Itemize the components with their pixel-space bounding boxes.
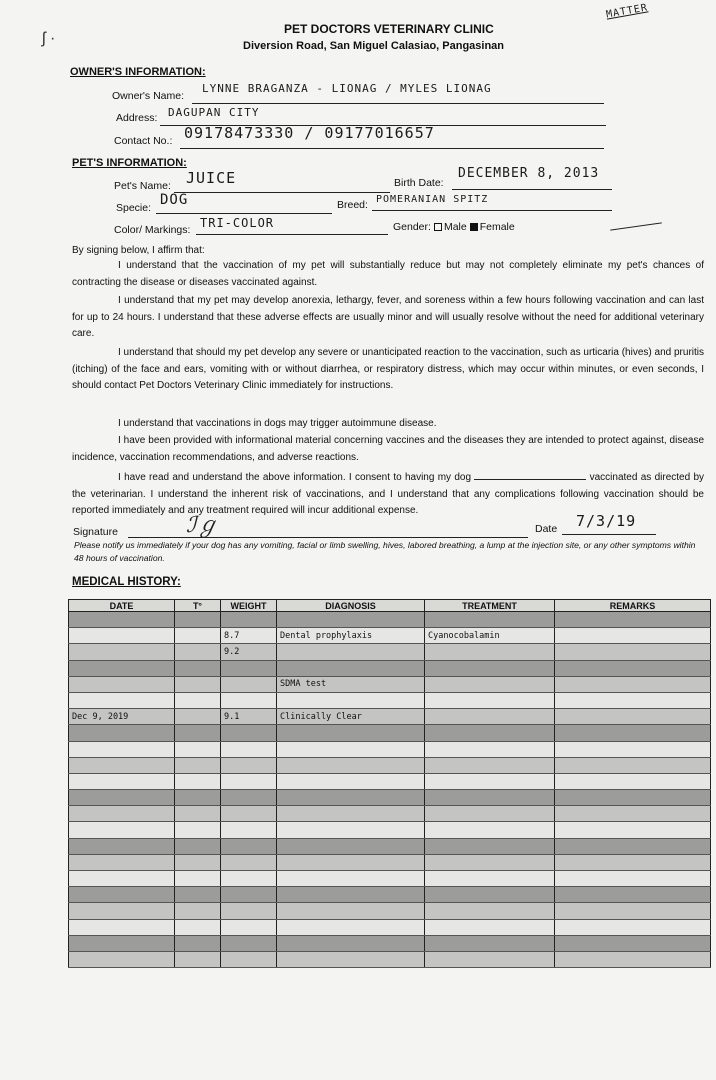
cell-remarks[interactable] — [555, 822, 711, 838]
cell-date[interactable] — [69, 935, 175, 951]
gender-line — [610, 222, 662, 230]
cell-date[interactable] — [69, 871, 175, 887]
cell-temp[interactable] — [175, 612, 221, 628]
cell-remarks[interactable] — [555, 903, 711, 919]
male-checkbox[interactable] — [434, 223, 442, 231]
table-row — [69, 887, 711, 903]
table-row — [69, 773, 711, 789]
cell-diagnosis[interactable]: Clinically Clear — [277, 709, 425, 725]
breed-value[interactable]: POMERANIAN SPITZ — [376, 194, 489, 205]
cell-temp[interactable] — [175, 628, 221, 644]
cell-weight[interactable] — [221, 676, 277, 692]
cell-treatment[interactable] — [425, 790, 555, 806]
cell-remarks[interactable] — [555, 887, 711, 903]
signature-label: Signature — [73, 526, 118, 538]
cell-date[interactable] — [69, 790, 175, 806]
clinic-address: Diversion Road, San Miguel Calasiao, Pangasinan — [243, 40, 505, 52]
female-label: Female — [479, 221, 515, 233]
cell-diagnosis[interactable] — [277, 773, 425, 789]
cell-diagnosis[interactable] — [277, 903, 425, 919]
cell-temp[interactable] — [175, 757, 221, 773]
cell-remarks[interactable] — [555, 935, 711, 951]
corner-note: MATTER — [605, 2, 649, 21]
cell-date[interactable] — [69, 951, 175, 967]
cell-temp[interactable] — [175, 660, 221, 676]
cell-remarks[interactable] — [555, 871, 711, 887]
cell-treatment[interactable] — [425, 822, 555, 838]
contact-line — [180, 148, 604, 149]
cell-treatment[interactable] — [425, 757, 555, 773]
owner-section-title: OWNER'S INFORMATION: — [70, 66, 206, 78]
cell-date[interactable] — [69, 676, 175, 692]
cell-diagnosis[interactable] — [277, 612, 425, 628]
cell-date[interactable] — [69, 612, 175, 628]
table-row — [69, 676, 711, 692]
cell-date[interactable]: Dec 9, 2019 — [69, 709, 175, 725]
cell-weight[interactable] — [221, 935, 277, 951]
cell-treatment[interactable] — [425, 903, 555, 919]
table-row — [69, 951, 711, 967]
table-header-row — [69, 600, 711, 612]
table-row — [69, 709, 711, 725]
cell-temp[interactable] — [175, 773, 221, 789]
cell-temp[interactable] — [175, 741, 221, 757]
table-row — [69, 757, 711, 773]
column-header-treatment: TREATMENT — [425, 600, 555, 612]
cell-date[interactable] — [69, 806, 175, 822]
table-row — [69, 806, 711, 822]
cell-weight[interactable]: 8.7 — [221, 628, 277, 644]
table-row — [69, 692, 711, 708]
cell-treatment[interactable] — [425, 951, 555, 967]
cell-treatment[interactable] — [425, 838, 555, 854]
cell-weight[interactable] — [221, 725, 277, 741]
cell-diagnosis[interactable] — [277, 871, 425, 887]
cell-date[interactable] — [69, 822, 175, 838]
medical-section-title: MEDICAL HISTORY: — [72, 576, 181, 588]
pet-name-line — [174, 192, 390, 193]
column-header-weight: WEIGHT — [221, 600, 277, 612]
cell-weight[interactable] — [221, 903, 277, 919]
cell-treatment[interactable] — [425, 692, 555, 708]
cell-weight[interactable] — [221, 741, 277, 757]
cell-weight[interactable] — [221, 692, 277, 708]
cell-date[interactable] — [69, 644, 175, 660]
cell-weight[interactable] — [221, 790, 277, 806]
cell-temp[interactable] — [175, 725, 221, 741]
cell-weight[interactable] — [221, 612, 277, 628]
color-value[interactable]: TRI-COLOR — [200, 216, 275, 230]
consent-paragraph-5: I have been provided with informational material concerning vaccines and the diseases they are intended to protect against, disease incidence, vaccination recommendations, and adverse reactions. — [72, 435, 704, 463]
cell-temp[interactable] — [175, 692, 221, 708]
cell-date[interactable] — [69, 773, 175, 789]
cell-temp[interactable] — [175, 903, 221, 919]
address-label: Address: — [116, 112, 158, 124]
cell-treatment[interactable] — [425, 935, 555, 951]
breed-label: Breed: — [337, 199, 368, 211]
cell-treatment[interactable] — [425, 806, 555, 822]
owner-name-line — [192, 103, 604, 104]
cell-date[interactable] — [69, 660, 175, 676]
table-row — [69, 612, 711, 628]
cell-remarks[interactable] — [555, 741, 711, 757]
cell-date[interactable] — [69, 628, 175, 644]
cell-treatment[interactable] — [425, 871, 555, 887]
cell-remarks[interactable] — [555, 660, 711, 676]
cell-weight[interactable]: 9.1 — [221, 709, 277, 725]
cell-diagnosis[interactable] — [277, 951, 425, 967]
cell-date[interactable] — [69, 887, 175, 903]
specie-label: Specie: — [116, 202, 152, 214]
vaccination-notice: Please notify us immediately if your dog has any vomiting, facial or limb swelling, hives, labored breathing, a lump at the injection site, or any other symptoms within 48 hours of vaccination. — [74, 540, 696, 563]
contact-value[interactable]: 09178473330 / 09177016657 — [184, 124, 435, 142]
cell-remarks[interactable] — [555, 919, 711, 935]
table-row — [69, 935, 711, 951]
cell-treatment[interactable] — [425, 709, 555, 725]
gender-field[interactable] — [393, 221, 515, 233]
cell-weight[interactable] — [221, 919, 277, 935]
cell-diagnosis[interactable] — [277, 790, 425, 806]
cell-date[interactable] — [69, 919, 175, 935]
cell-treatment[interactable] — [425, 676, 555, 692]
cell-weight[interactable] — [221, 773, 277, 789]
cell-treatment[interactable] — [425, 644, 555, 660]
cell-diagnosis[interactable] — [277, 741, 425, 757]
date-label: Date — [535, 523, 558, 535]
consent-paragraph-4: I understand that vaccinations in dogs may trigger autoimmune disease. — [118, 418, 437, 429]
cell-weight[interactable] — [221, 822, 277, 838]
table-row — [69, 790, 711, 806]
table-row — [69, 741, 711, 757]
owner-name-label: Owner's Name: — [112, 90, 185, 102]
consent-intro: By signing below, I affirm that: — [72, 245, 205, 256]
specie-value[interactable]: DOG — [160, 192, 189, 208]
cell-temp[interactable] — [175, 935, 221, 951]
breed-line — [372, 210, 612, 211]
cell-temp[interactable] — [175, 838, 221, 854]
cell-weight[interactable] — [221, 660, 277, 676]
cell-date[interactable] — [69, 725, 175, 741]
cell-temp[interactable] — [175, 822, 221, 838]
male-label: Male — [443, 221, 467, 233]
owner-name-value[interactable]: LYNNE BRAGANZA - LIONAG / MYLES LIONAG — [202, 82, 492, 95]
cell-diagnosis[interactable] — [277, 822, 425, 838]
cell-diagnosis[interactable] — [277, 644, 425, 660]
date-value[interactable]: 7/3/19 — [576, 512, 637, 530]
cell-date[interactable] — [69, 903, 175, 919]
cell-diagnosis[interactable] — [277, 725, 425, 741]
cell-weight[interactable] — [221, 871, 277, 887]
cell-temp[interactable] — [175, 676, 221, 692]
cell-treatment[interactable] — [425, 854, 555, 870]
table-row — [69, 903, 711, 919]
pet-name-value[interactable]: JUICE — [186, 169, 237, 187]
cell-weight[interactable]: 9.2 — [221, 644, 277, 660]
column-header-diagnosis: DIAGNOSIS — [277, 600, 425, 612]
table-row — [69, 725, 711, 741]
cell-remarks[interactable] — [555, 725, 711, 741]
female-checkbox[interactable] — [470, 223, 478, 231]
column-header-temp: T° — [175, 600, 221, 612]
contact-label: Contact No.: — [114, 135, 173, 147]
signature-mark[interactable]: ℐℊ — [186, 513, 219, 538]
cell-remarks[interactable] — [555, 806, 711, 822]
color-label: Color/ Markings: — [114, 224, 191, 236]
table-row — [69, 644, 711, 660]
cell-diagnosis[interactable] — [277, 692, 425, 708]
cell-remarks[interactable] — [555, 838, 711, 854]
cell-remarks[interactable] — [555, 692, 711, 708]
consent-paragraph-2: I understand that my pet may develop anorexia, lethargy, fever, and soreness within a few hours following vaccination and can last for up to 24 hours. I understand that these adverse effects are usually minor and will usually resolve without the need for additional veterinary care. — [72, 295, 704, 339]
cell-remarks[interactable] — [555, 644, 711, 660]
cell-date[interactable] — [69, 854, 175, 870]
cell-temp[interactable] — [175, 790, 221, 806]
cell-remarks[interactable] — [555, 951, 711, 967]
cell-treatment[interactable] — [425, 725, 555, 741]
cell-diagnosis[interactable]: SDMA test — [277, 676, 425, 692]
table-row — [69, 822, 711, 838]
cell-diagnosis[interactable] — [277, 838, 425, 854]
cell-diagnosis[interactable]: Dental prophylaxis — [277, 628, 425, 644]
cell-treatment[interactable] — [425, 887, 555, 903]
consent-paragraph-6b: vaccinated as directed by the veterinarian. I understand the inherent risk of vaccinations, and I understand that any complications following vaccination should be reported immediately and any treatment required will incur additional expense. — [72, 472, 705, 516]
table-row — [69, 854, 711, 870]
cell-temp[interactable] — [175, 951, 221, 967]
cell-remarks[interactable] — [555, 709, 711, 725]
cell-remarks[interactable] — [555, 676, 711, 692]
cell-diagnosis[interactable] — [277, 887, 425, 903]
birth-date-label: Birth Date: — [394, 177, 444, 189]
cell-temp[interactable] — [175, 871, 221, 887]
cell-remarks[interactable] — [555, 612, 711, 628]
table-row — [69, 660, 711, 676]
birth-date-line — [452, 189, 612, 190]
medical-history-table — [68, 599, 711, 968]
cell-treatment[interactable] — [425, 612, 555, 628]
column-header-date: DATE — [69, 600, 175, 612]
cell-weight[interactable] — [221, 951, 277, 967]
table-row — [69, 871, 711, 887]
consent-paragraph-3: I understand that should my pet develop any severe or unanticipated reaction to the vaccination, such as urticaria (hives) and pruritis (itching) of the face and ears, vomiting with or without diarrhea, or respiratory distress, which may occur within minutes, or even seconds, I should contact Pet Doctors Veterinary Clinic immediately for instructions. — [72, 347, 704, 391]
corner-mark: ʃ · — [42, 30, 56, 47]
column-header-remarks: REMARKS — [555, 600, 711, 612]
clinic-name: PET DOCTORS VETERINARY CLINIC — [284, 22, 494, 36]
cell-remarks[interactable] — [555, 773, 711, 789]
table-row — [69, 919, 711, 935]
consent-paragraph-6a: I have read and understand the above information. I consent to having my dog — [118, 472, 472, 483]
cell-remarks[interactable] — [555, 790, 711, 806]
cell-remarks[interactable] — [555, 854, 711, 870]
cell-weight[interactable] — [221, 806, 277, 822]
cell-temp[interactable] — [175, 644, 221, 660]
pet-name-label: Pet's Name: — [114, 180, 171, 192]
table-row — [69, 838, 711, 854]
cell-temp[interactable] — [175, 806, 221, 822]
pet-section-title: PET'S INFORMATION: — [72, 157, 187, 169]
gender-label: Gender: — [393, 221, 431, 233]
cell-diagnosis[interactable] — [277, 919, 425, 935]
cell-remarks[interactable] — [555, 628, 711, 644]
cell-temp[interactable] — [175, 854, 221, 870]
date-line — [562, 534, 656, 535]
cell-date[interactable] — [69, 692, 175, 708]
cell-remarks[interactable] — [555, 757, 711, 773]
cell-date[interactable] — [69, 741, 175, 757]
color-line — [196, 234, 388, 235]
specie-line — [156, 213, 332, 214]
table-row — [69, 628, 711, 644]
cell-treatment[interactable] — [425, 773, 555, 789]
cell-date[interactable] — [69, 838, 175, 854]
birth-date-value[interactable]: DECEMBER 8, 2013 — [458, 166, 600, 181]
cell-diagnosis[interactable] — [277, 935, 425, 951]
cell-treatment[interactable]: Cyanocobalamin — [425, 628, 555, 644]
cell-weight[interactable] — [221, 757, 277, 773]
cell-treatment[interactable] — [425, 919, 555, 935]
cell-temp[interactable] — [175, 709, 221, 725]
dog-name-blank[interactable] — [474, 469, 586, 480]
cell-weight[interactable] — [221, 838, 277, 854]
cell-diagnosis[interactable] — [277, 757, 425, 773]
cell-temp[interactable] — [175, 919, 221, 935]
cell-weight[interactable] — [221, 854, 277, 870]
cell-diagnosis[interactable] — [277, 660, 425, 676]
cell-weight[interactable] — [221, 887, 277, 903]
cell-treatment[interactable] — [425, 660, 555, 676]
cell-diagnosis[interactable] — [277, 806, 425, 822]
cell-diagnosis[interactable] — [277, 854, 425, 870]
consent-paragraph-1: I understand that the vaccination of my pet will substantially reduce but may not completely eliminate my pet's chances of contracting the disease or diseases vaccinated against. — [72, 260, 704, 288]
cell-temp[interactable] — [175, 887, 221, 903]
address-value[interactable]: DAGUPAN CITY — [168, 106, 260, 119]
cell-date[interactable] — [69, 757, 175, 773]
cell-treatment[interactable] — [425, 741, 555, 757]
